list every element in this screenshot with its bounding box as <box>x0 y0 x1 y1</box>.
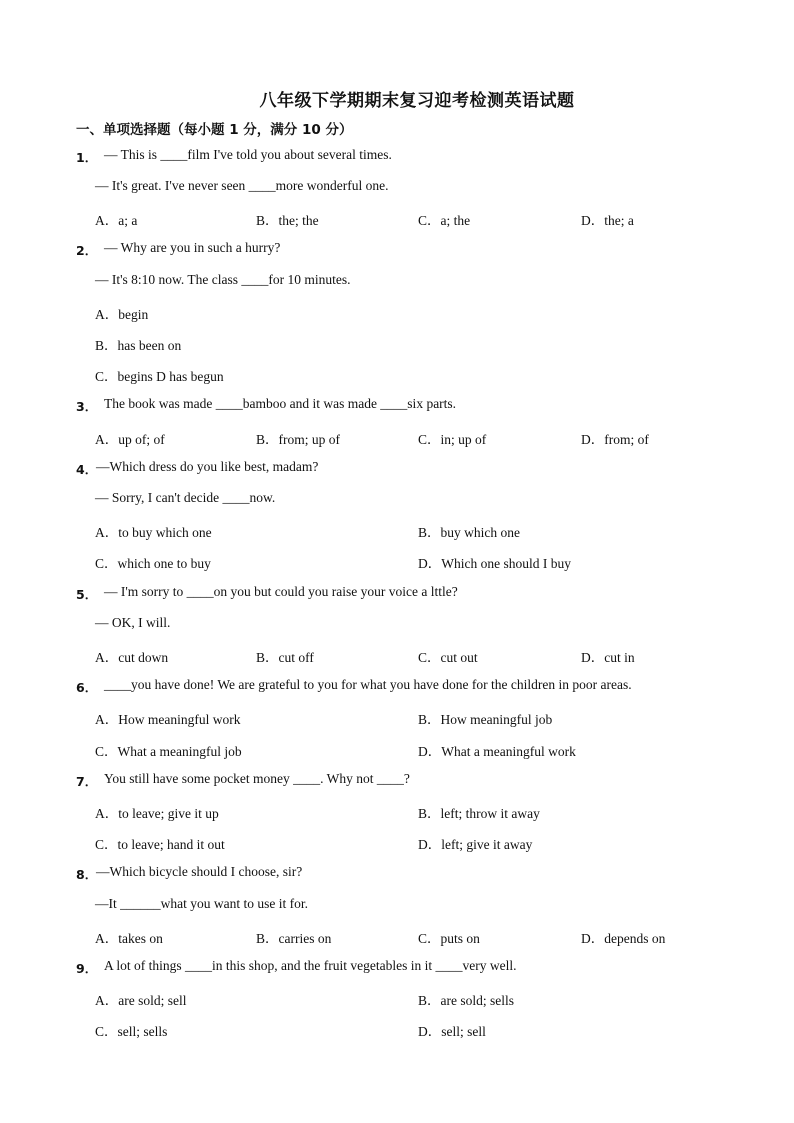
question-text: — This is ____film I've told you about several times. <box>104 147 392 162</box>
option-d[interactable]: D．Which one should I buy <box>418 556 571 571</box>
question-number: 4． <box>76 462 98 477</box>
option-b[interactable]: B．carries on <box>256 931 332 946</box>
option-b[interactable]: B．How meaningful job <box>418 712 553 727</box>
option-a[interactable]: A．to buy which one <box>95 525 212 540</box>
option-c[interactable]: C．What a meaningful job <box>95 744 242 759</box>
option-d[interactable]: D．sell; sell <box>418 1024 486 1039</box>
option-c[interactable]: C．a; the <box>418 213 471 228</box>
section-heading: 一、单项选择题（每小题 1 分，满分 10 分） <box>76 122 353 138</box>
question-dialogue-line: —It ______what you want to use it for. <box>95 896 308 911</box>
option-a[interactable]: A．begin <box>95 307 149 322</box>
question-text: ____you have done! We are grateful to you for what you have done for the children in poor areas. <box>104 677 632 692</box>
question-number: 3． <box>76 399 98 414</box>
question-number: 9． <box>76 961 98 976</box>
option-b[interactable]: B．left; throw it away <box>418 806 540 821</box>
option-b[interactable]: B．cut off <box>256 650 314 665</box>
option-c[interactable]: C．which one to buy <box>95 556 211 571</box>
question-number: 6． <box>76 680 98 695</box>
option-d[interactable]: D．from; of <box>581 432 649 447</box>
question-text: — Why are you in such a hurry? <box>104 240 281 255</box>
question-number: 7． <box>76 774 98 789</box>
option-d[interactable]: D．depends on <box>581 931 666 946</box>
option-b[interactable]: B．are sold; sells <box>418 993 514 1008</box>
page-title: 八年级下学期期末复习迎考检测英语试题 <box>259 91 575 111</box>
question-text: —Which dress do you like best, madam? <box>96 459 319 474</box>
option-c[interactable]: C．puts on <box>418 931 480 946</box>
question-number: 5． <box>76 587 98 602</box>
question-number: 8． <box>76 867 98 882</box>
option-a[interactable]: A．to leave; give it up <box>95 806 219 821</box>
question-text: You still have some pocket money ____. Why not ____? <box>104 771 410 786</box>
question-text: The book was made ____bamboo and it was made ____six parts. <box>104 396 457 411</box>
question-number: 2． <box>76 243 98 258</box>
option-d[interactable]: D．left; give it away <box>418 837 533 852</box>
option-a[interactable]: A．up of; of <box>95 432 165 447</box>
question-dialogue-line: — It's 8:10 now. The class ____for 10 minutes. <box>95 272 351 287</box>
option-a[interactable]: A．cut down <box>95 650 169 665</box>
option-c[interactable]: C．in; up of <box>418 432 487 447</box>
option-c[interactable]: C．to leave; hand it out <box>95 837 225 852</box>
question-dialogue-line: — OK, I will. <box>95 615 171 630</box>
question-text: — I'm sorry to ____on you but could you raise your voice a lttle? <box>104 584 458 599</box>
option-a[interactable]: A．are sold; sell <box>95 993 187 1008</box>
option-d[interactable]: D．What a meaningful work <box>418 744 576 759</box>
question-text: A lot of things ____in this shop, and the fruit vegetables in it ____very well. <box>104 958 517 973</box>
option-a[interactable]: A．a; a <box>95 213 138 228</box>
option-a[interactable]: A．How meaningful work <box>95 712 241 727</box>
option-d[interactable]: D．the; a <box>581 213 634 228</box>
option-d[interactable]: D．cut in <box>581 650 635 665</box>
question-number: 1． <box>76 150 98 165</box>
option-b[interactable]: B．buy which one <box>418 525 520 540</box>
question-dialogue-line: — It's great. I've never seen ____more wonderful one. <box>95 178 389 193</box>
option-b[interactable]: B．has been on <box>95 338 182 353</box>
option-b[interactable]: B．the; the <box>256 213 319 228</box>
question-dialogue-line: — Sorry, I can't decide ____now. <box>95 490 276 505</box>
option-b[interactable]: B．from; up of <box>256 432 340 447</box>
option-c[interactable]: C．cut out <box>418 650 478 665</box>
question-text: —Which bicycle should I choose, sir? <box>96 864 303 879</box>
option-c[interactable]: C．sell; sells <box>95 1024 168 1039</box>
option-a[interactable]: A．takes on <box>95 931 163 946</box>
option-c[interactable]: C．begins D has begun <box>95 369 224 384</box>
